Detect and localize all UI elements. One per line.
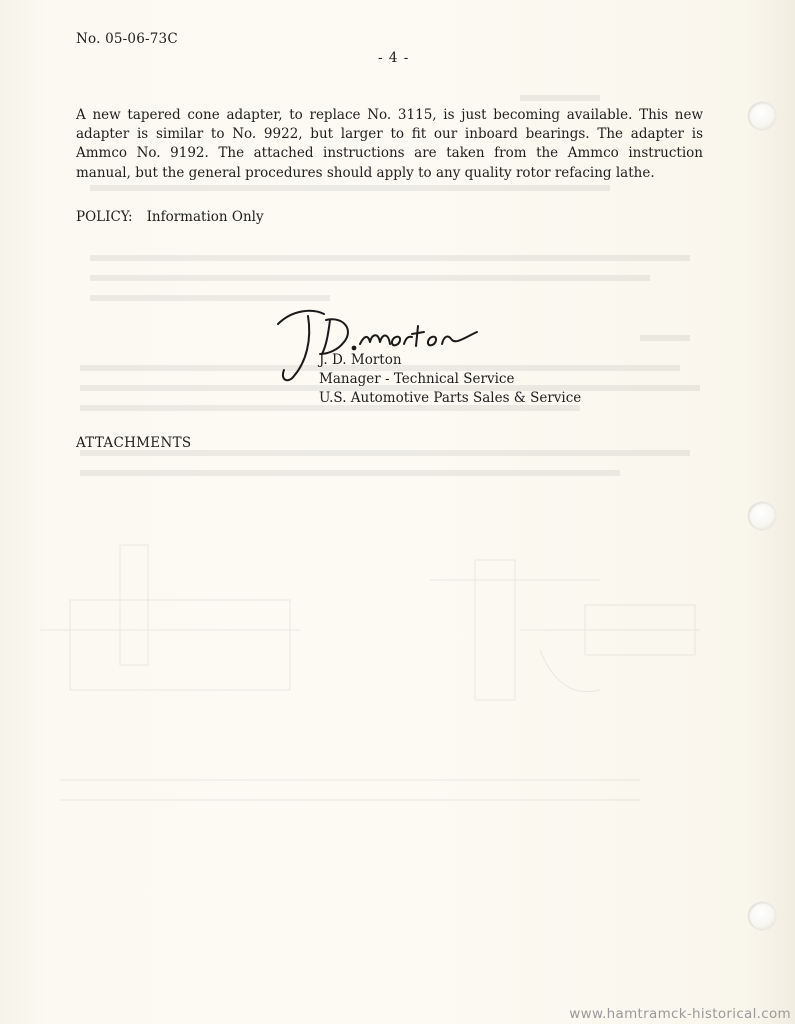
watermark-url: www.hamtramck-historical.com <box>569 1006 791 1022</box>
binder-hole-top <box>748 102 776 130</box>
page-number: - 4 - <box>378 50 410 66</box>
policy-value: Information Only <box>146 209 264 225</box>
binder-hole-middle <box>748 502 776 530</box>
document-number: No. 05-06-73C <box>76 31 178 47</box>
body-paragraph: A new tapered cone adapter, to replace No. 3115, is just becoming available. This new adapter is similar to No. 9922, but larger to fit our inboard bearings. The adapter is Ammco No. 9192. The attached instructions are taken from the Ammco instruction manual, but the general procedures should apply to any quality rotor refacing lathe. <box>76 107 703 181</box>
binder-hole-bottom <box>748 902 776 930</box>
signature-block <box>319 351 581 409</box>
attachments-heading: ATTACHMENTS <box>76 435 192 451</box>
signer-name: J. D. Morton <box>319 352 402 368</box>
signer-title: Manager - Technical Service <box>319 371 515 388</box>
policy-label: POLICY: <box>76 209 133 225</box>
policy-line <box>76 209 264 225</box>
signer-company: U.S. Automotive Parts Sales & Service <box>319 390 582 407</box>
